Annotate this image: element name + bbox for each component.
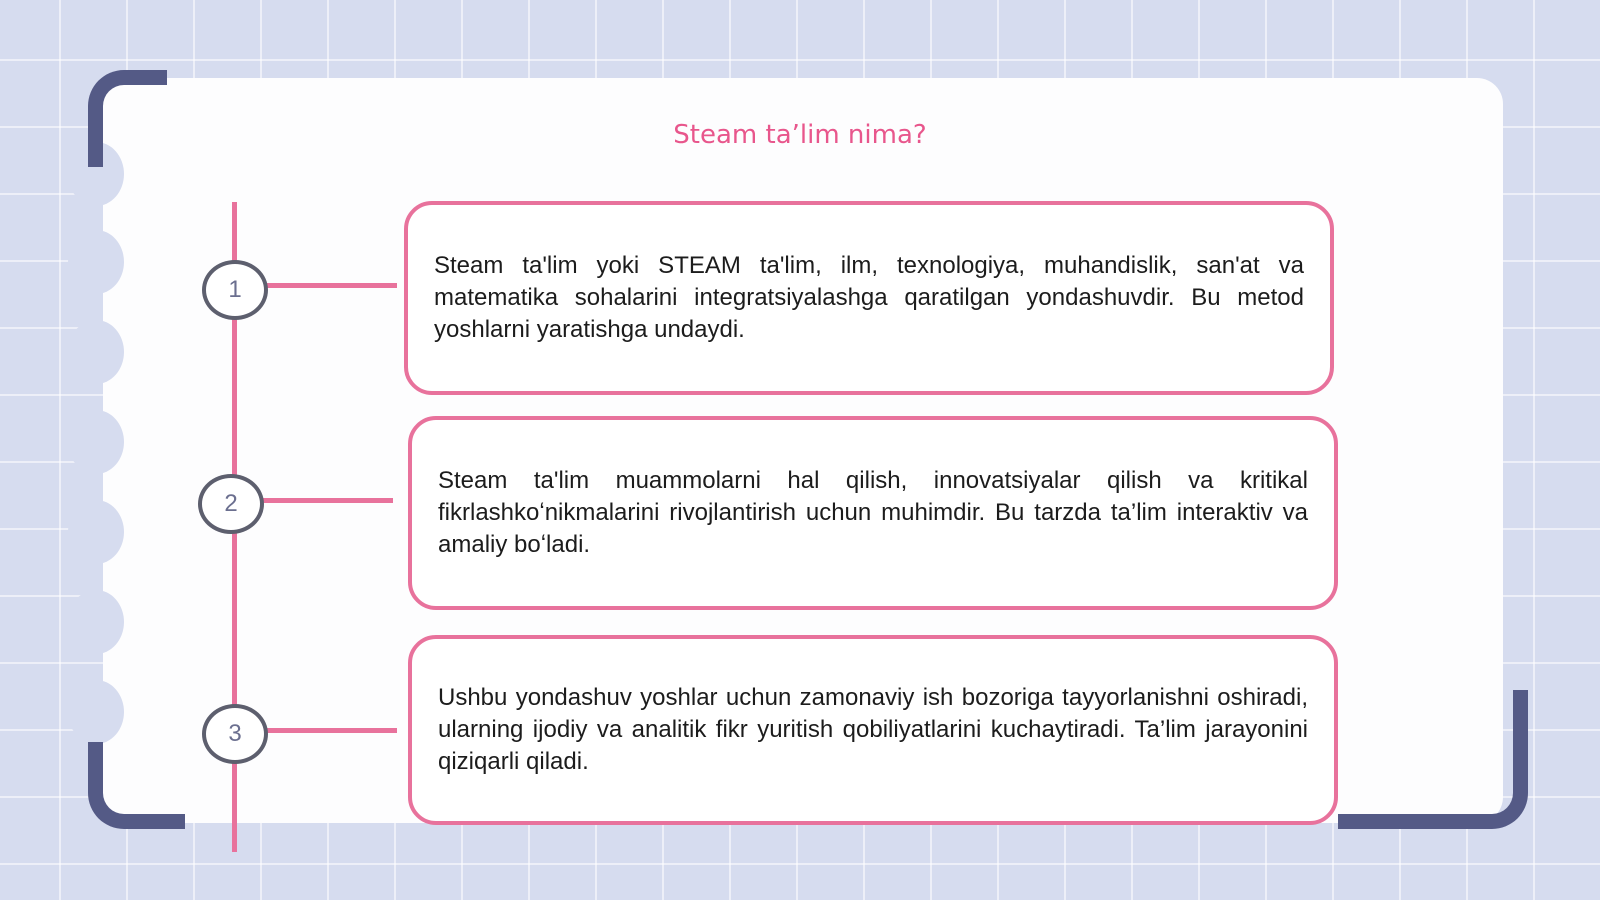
step-number-3: 3 [202, 704, 268, 764]
paper-scallop [68, 590, 124, 654]
corner-bracket-bottom-left [88, 742, 185, 829]
content-card-1 [404, 201, 1334, 395]
timeline-connector [262, 728, 397, 733]
card-text: Steam ta'lim yoki STEAM ta'lim, ilm, texnologiya, muhandislik, san'at va matematika sohalarini integratsiyalashga qaratilgan yondashuvdir. Bu metod yoshlarni yaratishga undaydi. [434, 252, 1304, 343]
paper-scallop [68, 500, 124, 564]
paper-scallop [68, 680, 124, 744]
timeline-connector [262, 283, 397, 288]
content-card-2 [408, 416, 1338, 610]
card-text: Steam ta'lim muammolarni hal qilish, innovatsiyalar qilish va kritikal fikrlashkoʻnikmalarini rivojlantirish uchun muhimdir. Bu tarzda ta’lim interaktiv va amaliy boʻladi. [438, 467, 1308, 558]
corner-bracket-top-left [88, 70, 167, 167]
corner-bracket-bottom-right [1338, 690, 1528, 829]
paper-scallop [68, 410, 124, 474]
step-number-2: 2 [198, 474, 264, 534]
step-number-1: 1 [202, 260, 268, 320]
slide-title: Steam ta’lim nima? [673, 120, 927, 150]
timeline-connector [258, 498, 393, 503]
paper-scallop [68, 230, 124, 294]
content-card-3 [408, 635, 1338, 825]
card-text: Ushbu yondashuv yoshlar uchun zamonaviy ish bozoriga tayyorlanishni oshiradi, ularning ijodiy va analitik fikr yuritish qobiliyatlarini kuchaytiradi. Ta’lim jarayonini qiziqarli qiladi. [438, 684, 1308, 775]
paper-scallop [68, 320, 124, 384]
